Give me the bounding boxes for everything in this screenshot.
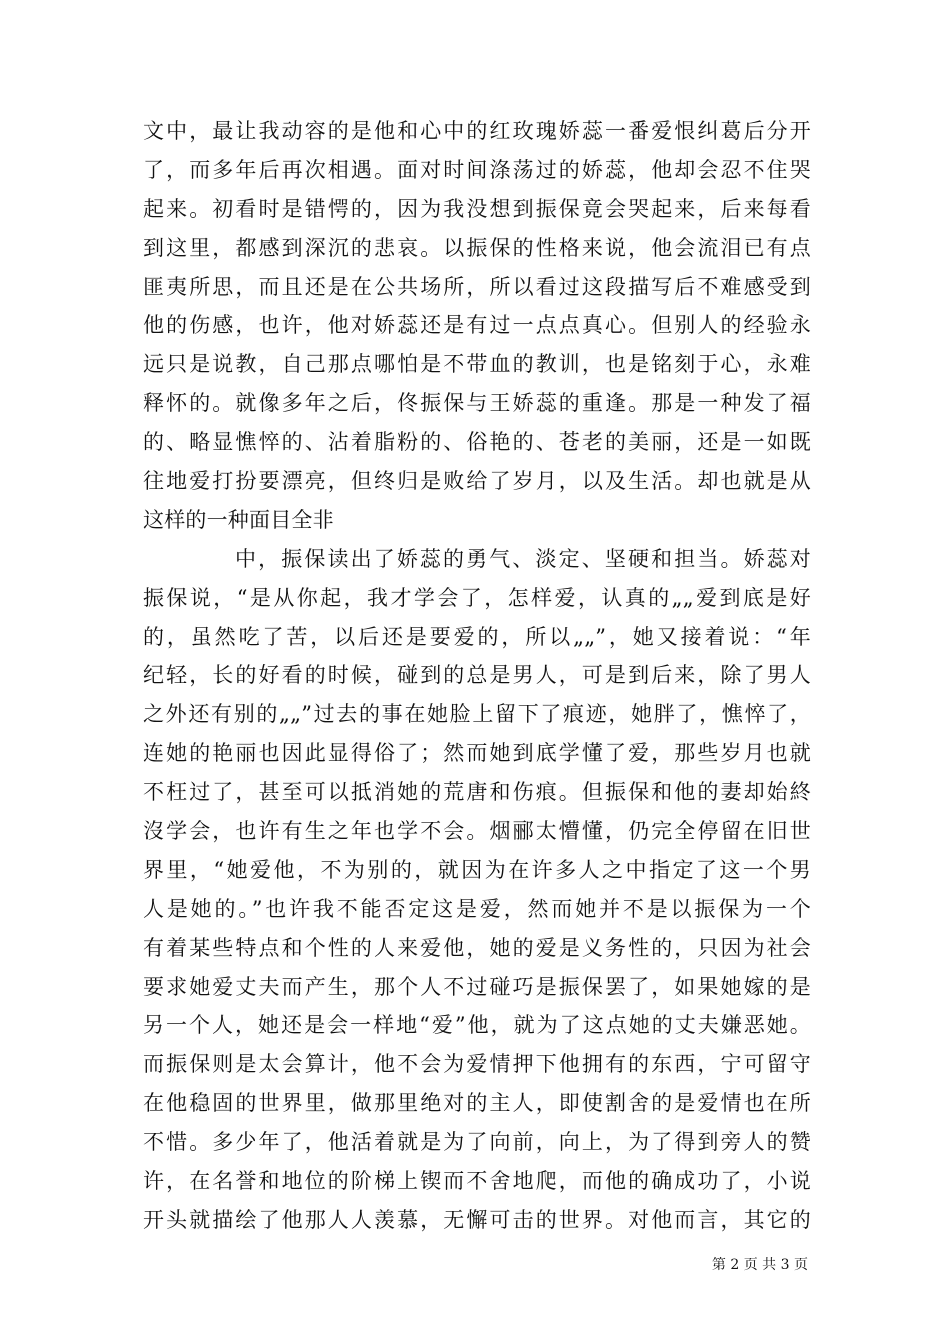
text-line: 中，振保读出了娇蕊的勇气、淡定、坚硬和担当。娇蕊对 [235,546,811,571]
text-line: 振保说，“是从你起，我才学会了，怎样爱，认真的„„爱到底是好 [143,585,811,610]
body-text [143,112,811,1240]
text-line: 要求她爱丈夫而产生，那个人不过碰巧是振保罢了，如果她嫁的是 [143,974,811,999]
text-line: 之外还有别的„„”过去的事在她脸上留下了痕迹，她胖了，憔悴了， [143,702,811,727]
text-line: 有着某些特点和个性的人来爱他，她的爱是义务性的，只因为社会 [143,935,811,960]
text-line: 文中，最让我动容的是他和心中的红玫瑰娇蕊一番爱恨纠葛后分开 [143,119,811,143]
text-line: 界里，“她爱他，不为别的，就因为在许多人之中指定了这一个男 [143,857,811,882]
text-line: 人是她的。”也许我不能否定这是爱，然而她并不是以振保为一个 [143,896,811,921]
text-line: 远只是说教，自己那点哪怕是不带血的教训，也是铭刻于心，永难 [143,352,811,377]
paragraph-2 [143,540,811,1240]
text-line: 不惜。多少年了，他活着就是为了向前，向上，为了得到旁人的赞 [143,1130,811,1155]
text-line: 纪轻，长的好看的时候，碰到的总是男人，可是到后来，除了男人 [143,663,811,688]
text-line: 沒学会，也许有生之年也学不会。烟郦太懵懂，仍完全停留在旧世 [143,819,811,844]
text-line: 开头就描绘了他那人人羡慕，无懈可击的世界。对他而言，其它的 [143,1207,811,1232]
text-line: 他的伤感，也许，他对娇蕊还是有过一点点真心。但别人的经验永 [143,313,811,338]
text-line: 匪夷所思，而且还是在公共场所，所以看过这段描写后不难感受到 [143,274,811,299]
text-line: 许，在名誉和地位的阶梯上锲而不舍地爬，而他的确成功了，小说 [143,1169,811,1194]
text-line: 往地爱打扮要漂亮，但终归是败给了岁月，以及生活。却也就是从 [143,469,811,494]
text-line: 到这里，都感到深沉的悲哀。以振保的性格来说，他会流泪已有点 [143,235,811,260]
page-footer: 第 2 页 共 3 页 [711,1257,808,1273]
text-line: 而振保则是太会算计，他不会为爱情押下他拥有的东西，宁可留守 [143,1052,811,1077]
text-line: 连她的艳丽也因此显得俗了；然而她到底学懂了爱，那些岁月也就 [143,741,811,766]
text-line: 的、略显憔悴的、沾着脂粉的、俗艳的、苍老的美丽，还是一如既 [143,430,811,455]
text-line: 的，虽然吃了苦，以后还是要爱的，所以„„”，她又接着说：“年 [143,624,811,649]
text-line: 在他稳固的世界里，做那里绝对的主人，即使割舍的是爱情也在所 [143,1091,811,1116]
paragraph-1 [143,112,811,540]
text-line: 这样的一种面目全非 [143,507,334,532]
text-line: 不枉过了，甚至可以抵消她的荒唐和伤痕。但振保和他的妻却始終 [143,780,811,805]
text-line: 起来。初看时是错愕的，因为我没想到振保竟会哭起来，后来每看 [143,196,811,221]
text-line: 了，而多年后再次相遇。面对时间涤荡过的娇蕊，他却会忍不住哭 [143,157,811,182]
text-line: 另一个人，她还是会一样地“爱”他，就为了这点她的丈夫嫌恶她。 [143,1013,811,1038]
text-line: 释怀的。就像多年之后，佟振保与王娇蕊的重逢。那是一种发了福 [143,391,811,416]
